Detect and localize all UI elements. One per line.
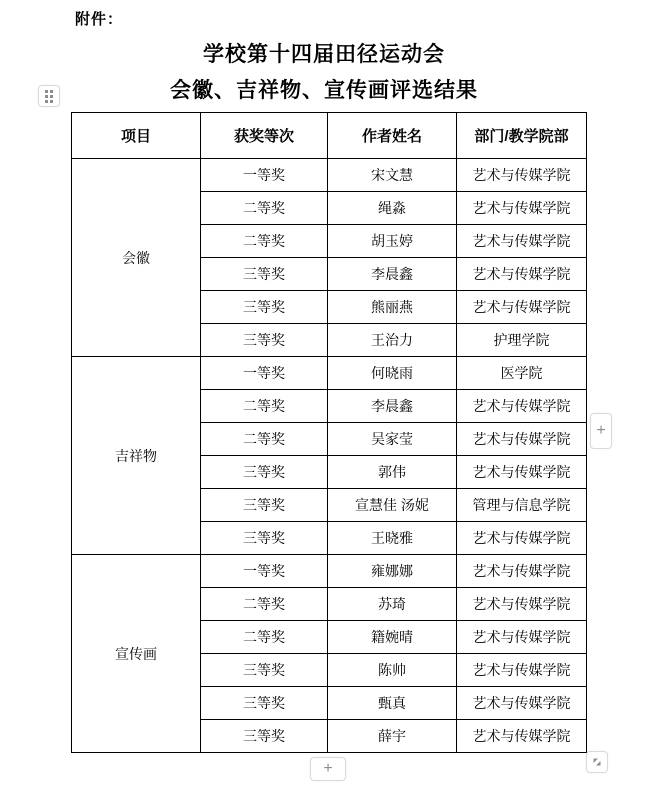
author-name-cell[interactable]: 郭伟 <box>328 456 457 489</box>
department-cell[interactable]: 管理与信息学院 <box>457 489 587 522</box>
table-resize-handle[interactable] <box>586 751 608 773</box>
attachment-label: 附件： <box>75 11 124 28</box>
award-level-cell[interactable]: 三等奖 <box>201 489 328 522</box>
department-cell[interactable]: 艺术与传媒学院 <box>457 258 587 291</box>
department-cell[interactable]: 艺术与传媒学院 <box>457 687 587 720</box>
author-name-cell[interactable]: 宣慧佳 汤妮 <box>328 489 457 522</box>
header-award-level[interactable]: 获奖等次 <box>201 113 328 159</box>
award-level-cell[interactable]: 三等奖 <box>201 291 328 324</box>
author-name-cell[interactable]: 甄真 <box>328 687 457 720</box>
award-level-cell[interactable]: 三等奖 <box>201 720 328 753</box>
drag-handle-dots-icon <box>45 90 53 103</box>
department-cell[interactable]: 艺术与传媒学院 <box>457 588 587 621</box>
award-level-cell[interactable]: 三等奖 <box>201 687 328 720</box>
author-name-cell[interactable]: 何晓雨 <box>328 357 457 390</box>
author-name-cell[interactable]: 雍娜娜 <box>328 555 457 588</box>
header-author-name[interactable]: 作者姓名 <box>328 113 457 159</box>
document-title-line2: 会徽、吉祥物、宣传画评选结果 <box>170 79 478 102</box>
department-cell[interactable]: 艺术与传媒学院 <box>457 291 587 324</box>
author-name-cell[interactable]: 熊丽燕 <box>328 291 457 324</box>
award-level-cell[interactable]: 三等奖 <box>201 522 328 555</box>
table-drag-handle[interactable] <box>38 85 60 107</box>
award-level-cell[interactable]: 一等奖 <box>201 159 328 192</box>
author-name-cell[interactable]: 吴家莹 <box>328 423 457 456</box>
add-row-button[interactable] <box>310 757 346 781</box>
award-level-cell[interactable]: 二等奖 <box>201 225 328 258</box>
department-cell[interactable]: 艺术与传媒学院 <box>457 192 587 225</box>
table-header-row <box>72 113 587 159</box>
department-cell[interactable]: 艺术与传媒学院 <box>457 621 587 654</box>
award-level-cell[interactable]: 二等奖 <box>201 192 328 225</box>
department-cell[interactable]: 医学院 <box>457 357 587 390</box>
department-cell[interactable]: 艺术与传媒学院 <box>457 225 587 258</box>
author-name-cell[interactable]: 王晓雅 <box>328 522 457 555</box>
award-level-cell[interactable]: 二等奖 <box>201 423 328 456</box>
author-name-cell[interactable]: 陈帅 <box>328 654 457 687</box>
award-level-cell[interactable]: 一等奖 <box>201 555 328 588</box>
awards-table <box>71 112 587 753</box>
award-level-cell[interactable]: 三等奖 <box>201 258 328 291</box>
project-cell[interactable]: 宣传画 <box>72 555 201 753</box>
author-name-cell[interactable]: 胡玉婷 <box>328 225 457 258</box>
author-name-cell[interactable]: 绳淼 <box>328 192 457 225</box>
department-cell[interactable]: 艺术与传媒学院 <box>457 720 587 753</box>
department-cell[interactable]: 艺术与传媒学院 <box>457 555 587 588</box>
author-name-cell[interactable]: 李晨鑫 <box>328 390 457 423</box>
department-cell[interactable]: 艺术与传媒学院 <box>457 522 587 555</box>
author-name-cell[interactable]: 王治力 <box>328 324 457 357</box>
resize-diagonal-icon <box>591 756 603 768</box>
table-row <box>72 357 587 390</box>
document-title-line1: 学校第十四届田径运动会 <box>203 43 445 66</box>
project-cell[interactable]: 吉祥物 <box>72 357 201 555</box>
department-cell[interactable]: 艺术与传媒学院 <box>457 456 587 489</box>
award-level-cell[interactable]: 二等奖 <box>201 621 328 654</box>
award-level-cell[interactable]: 一等奖 <box>201 357 328 390</box>
table-row <box>72 555 587 588</box>
author-name-cell[interactable]: 苏琦 <box>328 588 457 621</box>
award-level-cell[interactable]: 二等奖 <box>201 588 328 621</box>
table-body <box>72 159 587 753</box>
add-column-button[interactable] <box>590 413 612 449</box>
award-level-cell[interactable]: 三等奖 <box>201 324 328 357</box>
author-name-cell[interactable]: 薛宇 <box>328 720 457 753</box>
award-level-cell[interactable]: 二等奖 <box>201 390 328 423</box>
department-cell[interactable]: 护理学院 <box>457 324 587 357</box>
department-cell[interactable]: 艺术与传媒学院 <box>457 390 587 423</box>
project-cell[interactable]: 会徽 <box>72 159 201 357</box>
department-cell[interactable]: 艺术与传媒学院 <box>457 654 587 687</box>
header-department[interactable]: 部门/教学院部 <box>457 113 587 159</box>
award-level-cell[interactable]: 三等奖 <box>201 456 328 489</box>
author-name-cell[interactable]: 李晨鑫 <box>328 258 457 291</box>
award-level-cell[interactable]: 三等奖 <box>201 654 328 687</box>
header-project[interactable]: 项目 <box>72 113 201 159</box>
table-row <box>72 159 587 192</box>
department-cell[interactable]: 艺术与传媒学院 <box>457 159 587 192</box>
author-name-cell[interactable]: 籍婉晴 <box>328 621 457 654</box>
plus-icon: + <box>596 422 606 439</box>
plus-icon: + <box>323 760 333 777</box>
author-name-cell[interactable]: 宋文慧 <box>328 159 457 192</box>
department-cell[interactable]: 艺术与传媒学院 <box>457 423 587 456</box>
